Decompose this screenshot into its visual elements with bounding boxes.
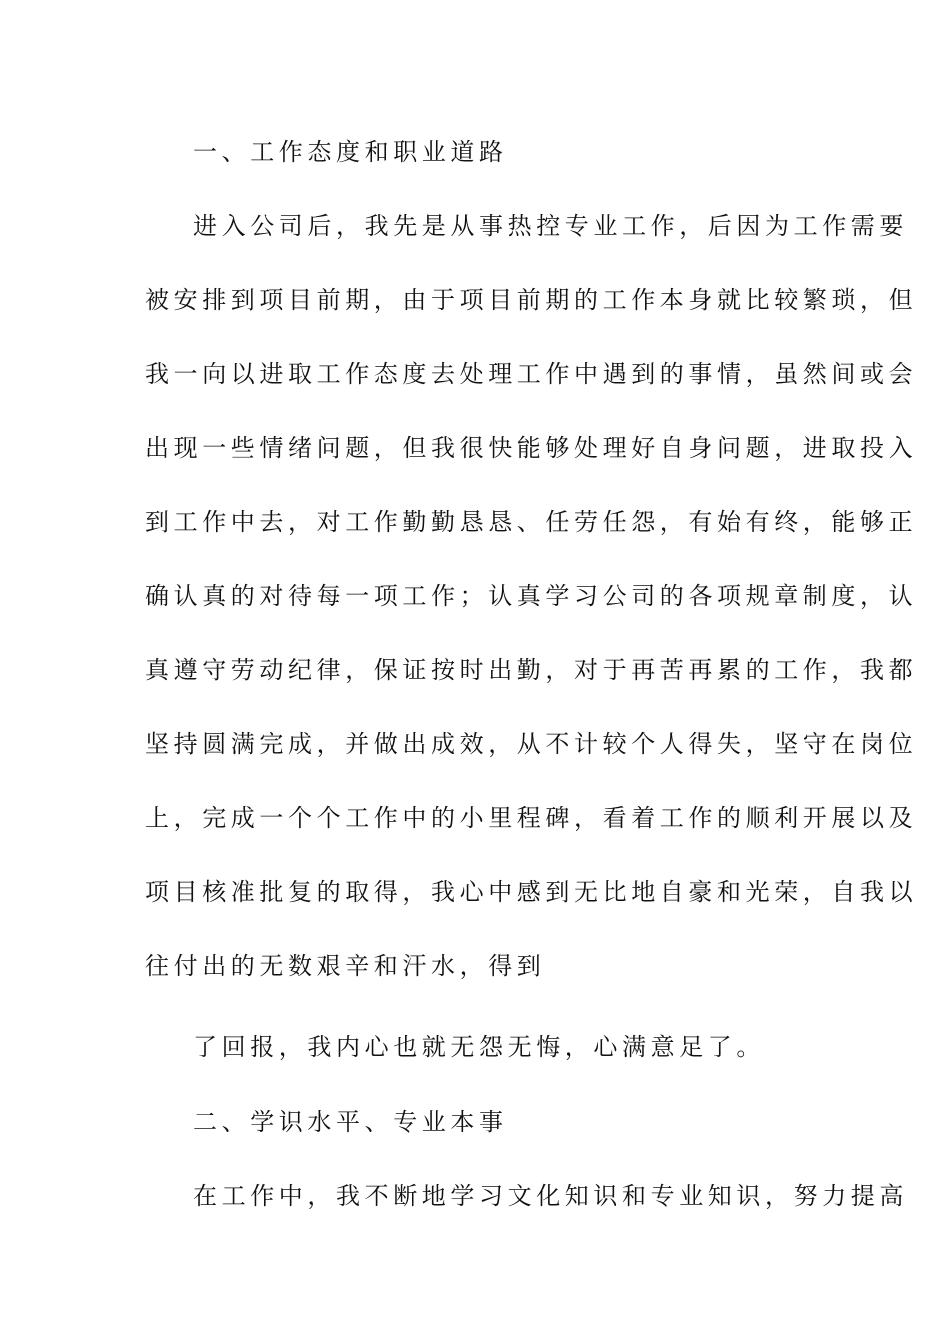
paragraph-line: 坚持圆满完成，并做出成效，从不计较个人得失，坚守在岗位 [145, 730, 918, 758]
section-heading-1: 一、工作态度和职业道路 [193, 138, 508, 166]
paragraph-line: 往付出的无数艰辛和汗水，得到 [145, 952, 546, 980]
paragraph-line: 了回报，我内心也就无怨无悔，心满意足了。 [193, 1033, 765, 1061]
paragraph-line: 我一向以进取工作态度去处理工作中遇到的事情，虽然间或会 [145, 360, 918, 388]
paragraph-line: 出现一些情绪问题，但我很快能够处理好自身问题，进取投入 [145, 434, 918, 462]
paragraph-line: 上，完成一个个工作中的小里程碑，看着工作的顺利开展以及 [145, 804, 918, 832]
paragraph-line: 被安排到项目前期，由于项目前期的工作本身就比较繁琐，但 [145, 286, 918, 314]
paragraph-line: 项目核准批复的取得，我心中感到无比地自豪和光荣，自我以 [145, 878, 918, 906]
paragraph-line: 到工作中去，对工作勤勤恳恳、任劳任怨，有始有终，能够正 [145, 508, 918, 536]
paragraph-line: 在工作中，我不断地学习文化知识和专业知识，努力提高 [193, 1182, 908, 1210]
paragraph-line: 真遵守劳动纪律，保证按时出勤，对于再苦再累的工作，我都 [145, 656, 918, 684]
paragraph-line: 确认真的对待每一项工作；认真学习公司的各项规章制度，认 [145, 582, 918, 610]
paragraph-line: 进入公司后，我先是从事热控专业工作，后因为工作需要 [193, 212, 908, 240]
section-heading-2: 二、学识水平、专业本事 [193, 1108, 508, 1136]
